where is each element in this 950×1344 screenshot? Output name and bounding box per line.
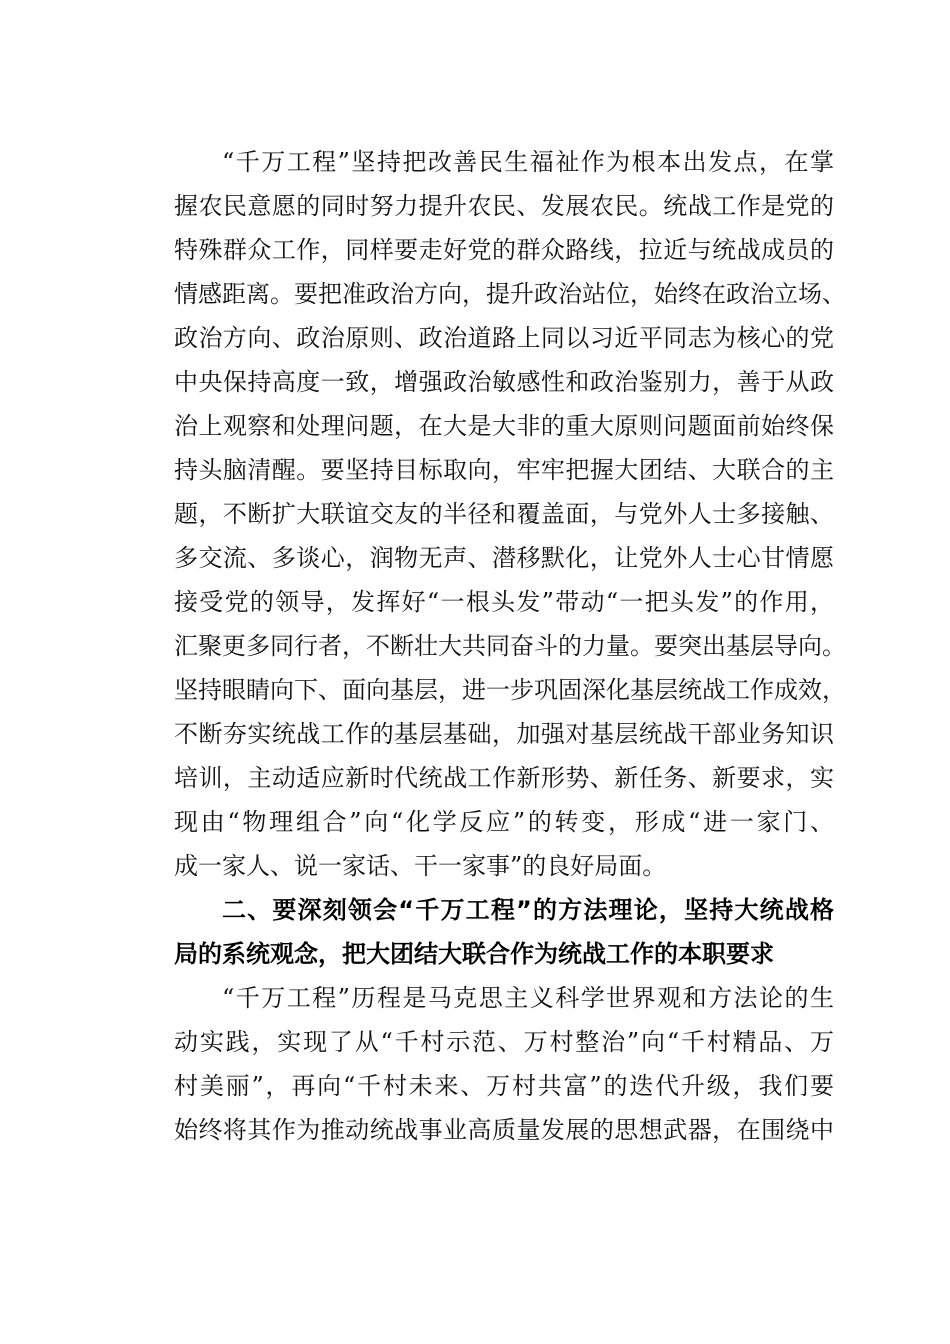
document-body — [174, 140, 846, 1152]
text-line: 中央保持高度一致，增强政治敏感性和政治鉴别力，善于从政 — [174, 368, 834, 396]
heading-line: 二、要深刻领会“千万工程”的方法理论，坚持大统战格 — [222, 896, 834, 924]
text-line: “千万工程”坚持把改善民生福祉作为根本出发点，在掌 — [222, 148, 834, 176]
text-line: 治上观察和处理问题，在大是大非的重大原则问题面前始终保 — [174, 412, 834, 440]
text-line: 接受党的领导，发挥好“一根头发”带动“一把头发”的作用， — [174, 588, 834, 616]
text-line: 村美丽”，再向“千村未来、万村共富”的迭代升级，我们要 — [174, 1072, 834, 1100]
paragraph-method-theory — [174, 976, 834, 1152]
text-line: 多交流、多谈心，润物无声、潜移默化，让党外人士心甘情愿 — [174, 544, 834, 572]
section-heading-2 — [174, 888, 834, 976]
heading-line: 局的系统观念，把大团结大联合作为统战工作的本职要求 — [174, 940, 774, 968]
text-line: 动实践，实现了从“千村示范、万村整治”向“千村精品、万 — [174, 1028, 834, 1056]
text-line: 情感距离。要把准政治方向，提升政治站位，始终在政治立场、 — [174, 280, 846, 308]
text-line: 握农民意愿的同时努力提升农民、发展农民。统战工作是党的 — [174, 192, 834, 220]
text-line: 成一家人、说一家话、干一家事”的良好局面。 — [174, 852, 667, 880]
text-line: 汇聚更多同行者，不断壮大共同奋斗的力量。要突出基层导向。 — [174, 632, 846, 660]
paragraph-people-wellbeing — [174, 140, 846, 888]
text-line: 政治方向、政治原则、政治道路上同以习近平同志为核心的党 — [174, 324, 834, 352]
text-line: “千万工程”历程是马克思主义科学世界观和方法论的生 — [222, 984, 834, 1012]
text-line: 始终将其作为推动统战事业高质量发展的思想武器，在围绕中 — [174, 1116, 834, 1144]
text-line: 培训，主动适应新时代统战工作新形势、新任务、新要求，实 — [174, 764, 834, 792]
text-line: 坚持眼睛向下、面向基层，进一步巩固深化基层统战工作成效， — [174, 676, 846, 704]
text-line: 特殊群众工作，同样要走好党的群众路线，拉近与统战成员的 — [174, 236, 834, 264]
text-line: 现由“物理组合”向“化学反应”的转变，形成“进一家门、 — [174, 808, 834, 836]
text-line: 题，不断扩大联谊交友的半径和覆盖面，与党外人士多接触、 — [174, 500, 834, 528]
text-line: 持头脑清醒。要坚持目标取向，牢牢把握大团结、大联合的主 — [174, 456, 834, 484]
text-line: 不断夯实统战工作的基层基础，加强对基层统战干部业务知识 — [174, 720, 834, 748]
